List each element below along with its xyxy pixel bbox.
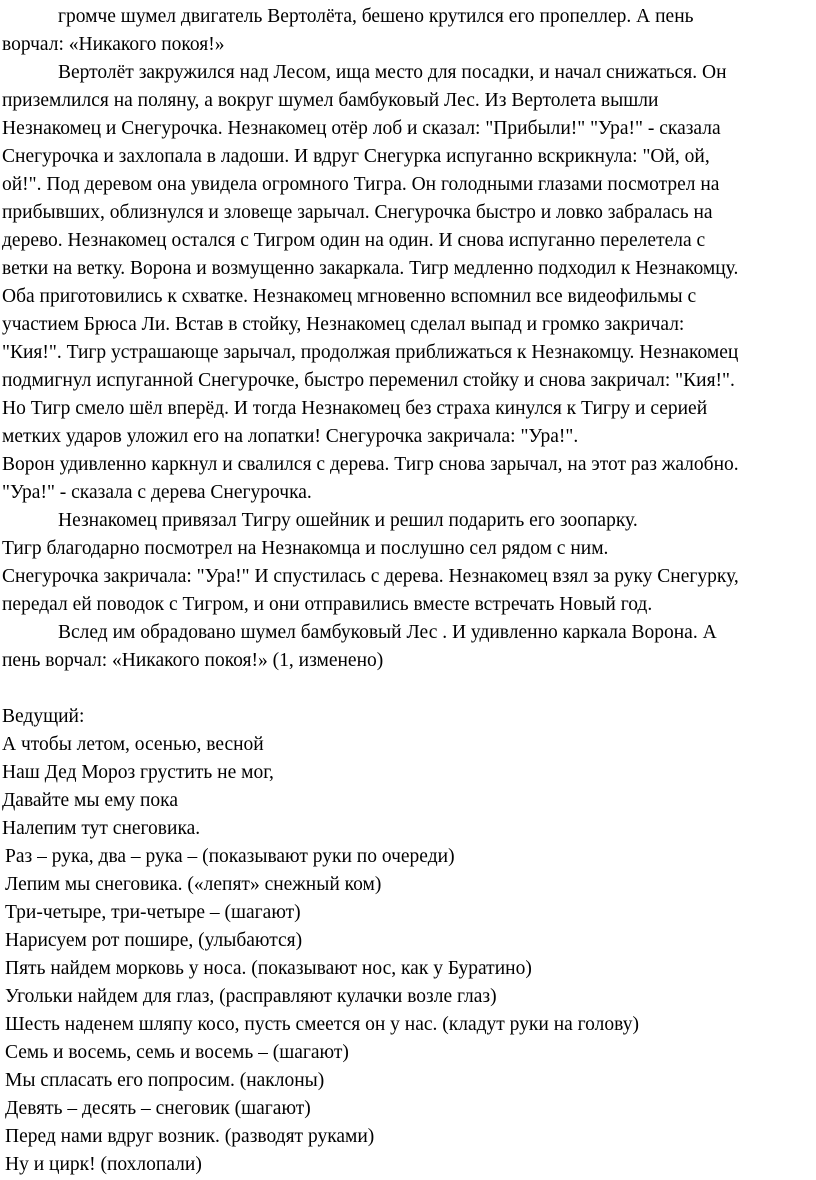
- verse-line: Ну и цирк! (похлопали): [5, 1154, 202, 1175]
- story-line: Ворон удивленно каркнул и свалился с дерева. Тигр снова зарычал, на этот раз жалобно.: [2, 454, 739, 475]
- verse-line: Перед нами вдруг возник. (разводят руками): [5, 1126, 375, 1147]
- story-line: дерево. Незнакомец остался с Тигром один на один. И снова испуганно перелетела с: [2, 230, 706, 251]
- verse-line: Наш Дед Мороз грустить не мог,: [2, 762, 274, 783]
- story-line: Снегурочка закричала: "Ура!" И спустилась с дерева. Незнакомец взял за руку Снегурку,: [2, 566, 739, 587]
- verse-line: Налепим тут снеговика.: [2, 818, 201, 839]
- story-line: ветки на ветку. Ворона и возмущенно закаркала. Тигр медленно подходил к Незнакомцу.: [2, 258, 739, 279]
- story-line: передал ей поводок с Тигром, и они отправились вместе встречать Новый год.: [2, 594, 653, 615]
- verse-line: Раз – рука, два – рука – (показывают руки по очереди): [5, 846, 455, 867]
- speaker-label: Ведущий:: [2, 706, 85, 727]
- verse-line: Угольки найдем для глаз, (расправляют кулачки возле глаз): [5, 986, 497, 1007]
- story-line: Снегурочка и захлопала в ладоши. И вдруг Снегурка испуганно вскрикнула: "Ой, ой,: [2, 146, 710, 167]
- story-line: "Ура!" - сказала с дерева Снегурочка.: [2, 482, 312, 503]
- verse-line: Нарисуем рот пошире, (улыбаются): [5, 930, 303, 951]
- story-line: Тигр благодарно посмотрел на Незнакомца и послушно сел рядом с ним.: [2, 538, 609, 559]
- story-line: Вертолёт закружился над Лесом, ища место для посадки, и начал снижаться. Он: [58, 62, 727, 83]
- story-line: ой!". Под деревом она увидела огромного Тигра. Он голодными глазами посмотрел на: [2, 174, 720, 195]
- story-line: участием Брюса Ли. Встав в стойку, Незнакомец сделал выпад и громко закричал:: [2, 314, 685, 335]
- story-line: метких ударов уложил его на лопатки! Снегурочка закричала: "Ура!".: [2, 426, 579, 447]
- verse-line: Лепим мы снеговика. («лепят» снежный ком): [5, 874, 382, 895]
- verse-line: Мы спласать его попросим. (наклоны): [5, 1070, 325, 1091]
- story-line: ворчал: «Никакого покоя!»: [2, 34, 225, 55]
- story-line: приземлился на поляну, а вокруг шумел бамбуковый Лес. Из Вертолета вышли: [2, 90, 659, 111]
- story-line: пень ворчал: «Никакого покоя!» (1, изменено): [2, 650, 384, 671]
- story-line: громче шумел двигатель Вертолёта, бешено крутился его пропеллер. А пень: [58, 6, 694, 27]
- verse-line: Давайте мы ему пока: [2, 790, 179, 811]
- story-line: подмигнул испуганной Снегурочке, быстро переменил стойку и снова закричал: "Кия!".: [2, 370, 735, 391]
- story-line: прибывших, облизнулся и зловеще зарычал. Снегурочка быстро и ловко забралась на: [2, 202, 713, 223]
- verse-line: Семь и восемь, семь и восемь – (шагают): [5, 1042, 349, 1063]
- verse-line: Девять – десять – снеговик (шагают): [5, 1098, 311, 1119]
- story-line: "Кия!". Тигр устрашающе зарычал, продолжая приближаться к Незнакомцу. Незнакомец: [2, 342, 739, 363]
- story-line: Оба приготовились к схватке. Незнакомец мгновенно вспомнил все видеофильмы с: [2, 286, 697, 307]
- verse-line: Пять найдем морковь у носа. (показывают нос, как у Буратино): [5, 958, 532, 979]
- story-line: Вслед им обрадовано шумел бамбуковый Лес . И удивленно каркала Ворона. А: [58, 622, 717, 643]
- story-line: Но Тигр смело шёл вперёд. И тогда Незнакомец без страха кинулся к Тигру и серией: [2, 398, 708, 419]
- verse-line: Три-четыре, три-четыре – (шагают): [5, 902, 301, 923]
- story-line: Незнакомец привязал Тигру ошейник и решил подарить его зоопарку.: [58, 510, 638, 531]
- verse-line: А чтобы летом, осенью, весной: [2, 734, 264, 755]
- verse-line: Шесть наденем шляпу косо, пусть смеется он у нас. (кладут руки на голову): [5, 1014, 639, 1035]
- story-line: Незнакомец и Снегурочка. Незнакомец отёр лоб и сказал: "Прибыли!" "Ура!" - сказала: [2, 118, 721, 139]
